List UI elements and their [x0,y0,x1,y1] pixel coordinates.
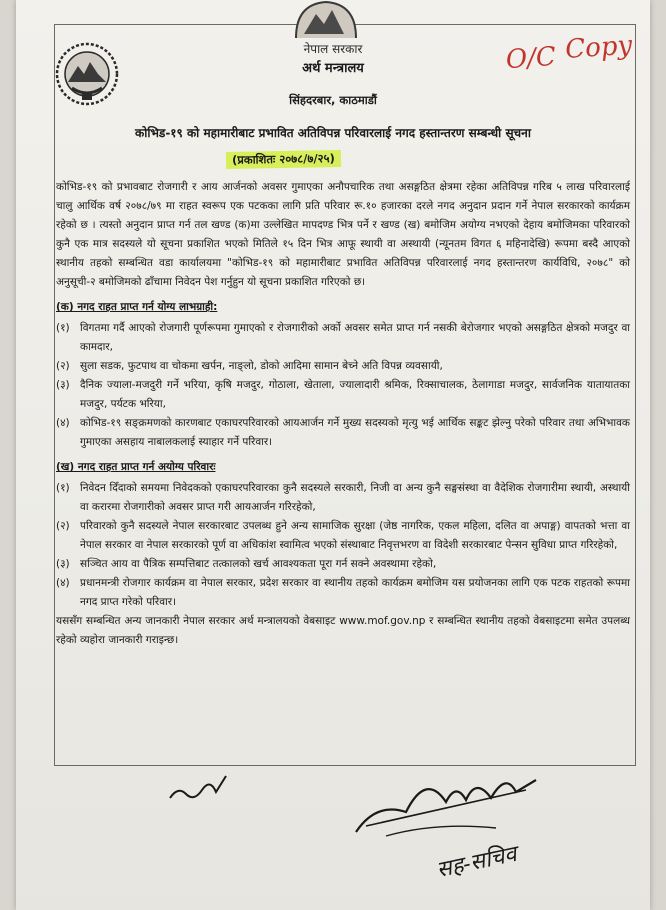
item-text: प्रधानमन्त्री रोजगार कार्यक्रम वा नेपाल सरकार, प्रदेश सरकार वा स्थानीय तहको कार्यक्रम बमोजिम यस प्रयोजनका लागि एक पटक राहतको रूपमा नगद प्राप्त गरेको परिवार। [80,577,630,608]
item-text: परिवारको कुनै सदस्यले नेपाल सरकारबाट उपलब्ध हुने अन्य सामाजिक सुरक्षा (जेष्ठ नागरिक, एकल महिला, दलित वा अपाङ्ग) वापतको भत्ता वा नेपाल सरकार वा नेपाल सरकारको पूर्ण वा अधिकांश स्वामित्व भएको संस्थाबाट निवृत्तभरण वा विदेशी सरकारबाट पेन्सन सुविधा प्राप्त गरिरहेको, [80,520,630,551]
item-text: विगतमा गर्दै आएको रोजगारी पूर्णरूपमा गुमाएको र रोजगारीको अर्को अवसर समेत प्राप्त गर्न नसकी बेरोजगार भएको असङ्गठित क्षेत्रको मजदुर वा कामदार, [80,322,630,353]
item-number: (३) [56,379,70,391]
section-b-heading: (ख) नगद राहत प्राप्त गर्न अयोग्य परिवारः [56,461,216,473]
list-item [56,517,630,555]
office-location: सिंहदरबार, काठमाडौं [289,93,377,107]
document-sheet [16,0,650,910]
item-number: (१) [56,322,70,334]
item-number: (३) [56,558,70,570]
notice-body [56,178,630,654]
government-name: नेपाल सरकार [303,42,363,56]
handwritten-copy-note: O/C Copy [504,30,634,76]
item-number: (४) [56,417,70,429]
item-number: (२) [56,520,70,532]
item-text: निवेदन दिँदाको समयमा निवेदकको एकाघरपरिवारका कुनै सदस्यले सरकारी, निजी वा अन्य कुनै सङ्घसंस्था वा वैदेशिक रोजगारीमा स्थायी, अस्थायी वा करारमा रोजगारीको अवसर प्राप्त गरी आयआर्जन गरिरहेको, [80,482,630,513]
intro-paragraph: कोभिड-१९ को प्रभावबाट रोजगारी र आय आर्जनको अवसर गुमाएका अनौपचारिक तथा असङ्गठित क्षेत्रमा रहेका अतिविपन्न गरिब ५ लाख परिवारलाई चालु आर्थिक वर्ष २०७८/७९ मा राहत स्वरूप एक पटकका लागि प्रति परिवार रू.१० हजारका दरले नगद अनुदान प्रदान गर्ने नेपाल सरकारको कार्यक्रम रहेको छ । त्यस्तो अनुदान प्राप्त गर्न तल खण्ड (क)मा उल्लेखित मापदण्ड भित्र पर्ने र खण्ड (ख) बमोजिम अयोग्य नभएको देहाय बमोजिमका परिवारको कुनै एक मात्र सदस्यले यो सूचना प्रकाशित भएको मितिले १५ दिन भित्र आफू स्थायी वा अस्थायी (न्यूनतम विगत ६ महिनादेखि) रूपमा बस्दै आएको स्थानीय तहको सम्बन्धित वडा कार्यालयमा "कोभिड-१९ को महामारीबाट प्रभावित अतिविपन्न परिवारलाई नगद हस्तान्तरण कार्यविधि, २०७८" को अनुसूची-२ बमोजिमको ढाँचामा निवेदन पेश गर्नुहुन यो सूचना प्रकाशित गरिएको छ। [56,181,630,288]
list-item [56,357,630,376]
item-number: (४) [56,577,70,589]
item-number: (१) [56,482,70,494]
notice-title: कोभिड-१९ को महामारीबाट प्रभावित अतिविपन्न परिवारलाई नगद हस्तान्तरण सम्बन्धी सूचना [135,126,531,140]
section-a-heading: (क) नगद राहत प्राप्त गर्न योग्य लाभग्राही: [56,301,218,313]
item-text: सुला सडक, फुटपाथ वा चोकमा खर्पन, नाङ्लो, डोको आदिमा सामान बेच्ने अति विपन्न व्यवसायी, [80,360,443,372]
list-item [56,414,630,452]
list-item [56,479,630,517]
item-text: दैनिक ज्याला-मजदुरी गर्ने भरिया, कृषि मजदुर, गोठाला, खेताला, ज्यालादारी श्रमिक, रिक्साचालक, ठेलागाडा मजदुर, सार्वजनिक यातायातका मजदुर, पर्यटक भरिया, [80,379,630,410]
publication-date: (प्रकाशितः २०७८/७/२५) [226,150,341,169]
ministry-name: अर्थ मन्त्रालय [302,61,364,76]
list-item [56,555,630,574]
closing-paragraph: यससँग सम्बन्धित अन्य जानकारी नेपाल सरकार अर्थ मन्त्रालयको वेबसाइट www.mof.gov.np र सम्बन्धित स्थानीय तहको वेबसाइटमा समेत उपलब्ध रहेको व्यहोरा जानकारी गराइन्छ। [56,615,630,646]
list-item [56,319,630,357]
item-number: (२) [56,360,70,372]
nepal-emblem-top-icon [286,0,366,38]
list-item [56,574,630,612]
signature-icon [346,762,546,842]
list-item [56,376,630,414]
item-text: सञ्चित आय वा पैत्रिक सम्पत्तिबाट तत्कालको खर्च आवश्यकता पूरा गर्न सक्ने अवस्थामा रहेको, [80,558,437,570]
initial-mark-icon [166,768,236,808]
signatory-title: सह-सचिव [434,841,519,884]
item-text: कोभिड-१९ सङ्क्रमणको कारणबाट एकाघरपरिवारको आयआर्जन गर्ने मुख्य सदस्यको मृत्यु भई आर्थिक सङ्कट झेल्नु परेको परिवार तथा अभिभावक गुमाएका असहाय नाबालकलाई स्याहार गर्ने परिवार। [80,417,630,448]
